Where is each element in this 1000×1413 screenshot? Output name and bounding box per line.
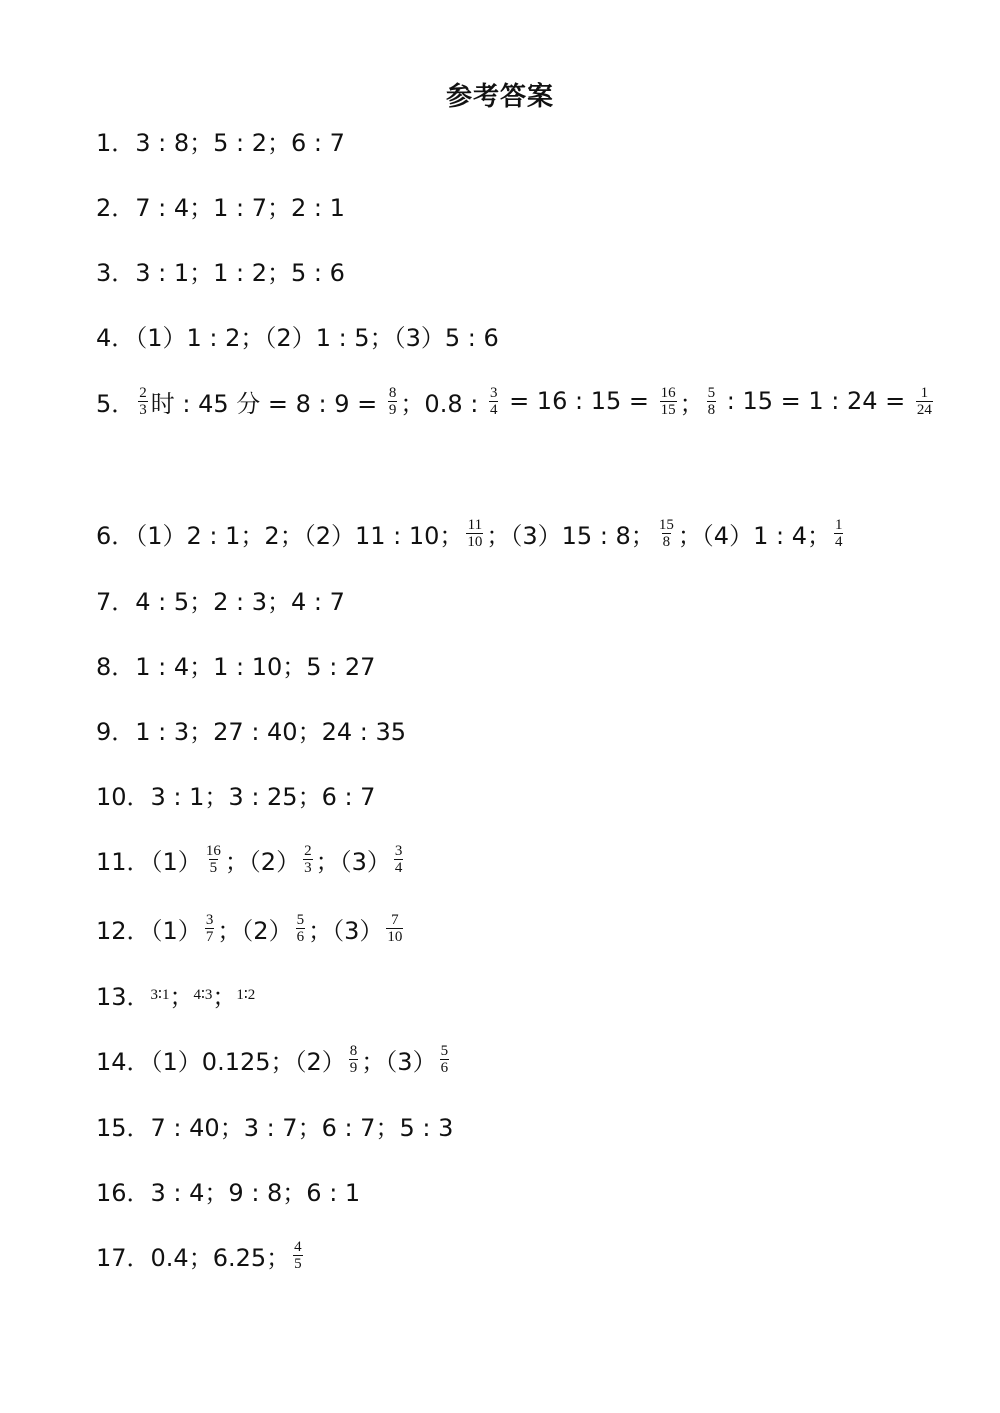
fraction [707, 385, 717, 418]
fraction-denominator: 10 [387, 928, 403, 945]
fraction-numerator: 5 [296, 911, 305, 928]
answer-text: ；（3） [308, 916, 384, 945]
answer-line-3 [96, 245, 345, 295]
answer-text: ；（2） [217, 916, 293, 945]
answer-text: 13． [96, 982, 151, 1011]
answer-line-2 [96, 180, 345, 230]
fraction [394, 843, 404, 876]
answer-line-16 [96, 1165, 360, 1215]
answer-text: 16．3 : 4；9 : 8；6 : 1 [96, 1178, 361, 1207]
fraction-denominator: 3 [139, 401, 147, 418]
answer-line-4 [96, 310, 499, 360]
answer-line-1 [96, 115, 345, 165]
fraction-denominator: 24 [916, 401, 932, 418]
fraction-denominator: 7 [205, 928, 214, 945]
page-title: 参考答案 [445, 82, 554, 112]
answer-text: 3．3 : 1；1 : 2；5 : 6 [96, 258, 345, 287]
answer-line-5 [96, 376, 936, 426]
fraction-denominator: 4 [489, 401, 498, 418]
fraction [388, 385, 398, 418]
fraction-denominator: 5 [209, 859, 218, 876]
fraction-numerator: 3 [394, 842, 403, 859]
fraction [834, 517, 844, 550]
answer-text: 时 : 45 分 = 8 : 9 = [150, 389, 385, 418]
answer-text: 2．7 : 4；1 : 7；2 : 1 [96, 193, 345, 222]
answer-text: 4．（1）1 : 2；（2）1 : 5；（3）5 : 6 [96, 323, 499, 352]
fraction-numerator: 7 [391, 911, 399, 928]
answer-line-12 [96, 903, 406, 953]
fraction [440, 1043, 450, 1076]
answer-text: ；（3）15 : 8； [486, 521, 655, 550]
fraction [660, 385, 677, 418]
fraction-numerator: 11 [467, 516, 483, 533]
fraction-numerator: 2 [139, 384, 147, 401]
fraction-denominator: 4 [394, 859, 403, 876]
answer-text: 8．1 : 4；1 : 10；5 : 27 [96, 652, 376, 681]
answer-text: 6．（1）2 : 1；2；（2）11 : 10； [96, 521, 464, 550]
answer-text: ；（4）1 : 4； [677, 521, 831, 550]
fraction-numerator: 3 [489, 384, 498, 401]
answer-line-14 [96, 1034, 452, 1084]
fraction [916, 385, 933, 418]
answer-text: 15．7 : 40；3 : 7；6 : 7；5 : 3 [96, 1113, 454, 1142]
fraction [205, 843, 222, 876]
answer-text: ； [212, 982, 237, 1011]
fraction [349, 1043, 359, 1076]
fraction-denominator: 3 [304, 859, 312, 876]
ratio-text: 3∶1 [150, 986, 170, 1003]
fraction [303, 843, 313, 876]
fraction-numerator: 16 [660, 384, 676, 401]
answer-line-7 [96, 574, 345, 624]
answer-text: 11．（1） [96, 847, 202, 876]
fraction-numerator: 1 [920, 384, 929, 401]
fraction-numerator: 16 [205, 842, 221, 859]
answer-line-17 [96, 1230, 306, 1280]
fraction-denominator: 8 [662, 533, 671, 550]
fraction-numerator: 8 [388, 384, 397, 401]
fraction [293, 1239, 303, 1272]
answer-line-9 [96, 704, 406, 754]
fraction [205, 912, 215, 945]
answer-text: 14．（1）0.125；（2） [96, 1047, 346, 1076]
fraction-denominator: 15 [660, 401, 676, 418]
answer-text: ；（3） [315, 847, 391, 876]
fraction-numerator: 4 [294, 1238, 302, 1255]
answer-text: = 16 : 15 = [501, 387, 657, 415]
fraction-denominator: 8 [707, 401, 716, 418]
answer-text: ；0.8 : [400, 389, 486, 418]
answer-line-6 [96, 508, 846, 558]
answer-text: 10．3 : 1；3 : 25；6 : 7 [96, 782, 376, 811]
fraction-numerator: 15 [658, 516, 674, 533]
fraction-denominator: 9 [349, 1059, 358, 1076]
answer-text: 5． [96, 389, 136, 418]
answer-text: 17．0.4；6.25； [96, 1243, 291, 1272]
answer-text: 9．1 : 3；27 : 40；24 : 35 [96, 717, 406, 746]
fraction-numerator: 3 [205, 911, 214, 928]
answer-text: ；（3） [361, 1047, 437, 1076]
answer-line-11 [96, 834, 406, 884]
answer-text: ； [679, 389, 704, 418]
fraction [138, 385, 148, 418]
answer-text: ；（2） [224, 847, 301, 876]
answer-line-15 [96, 1100, 453, 1150]
fraction-denominator: 6 [440, 1059, 449, 1076]
answer-text: 12．（1） [96, 916, 202, 945]
fraction-numerator: 1 [834, 516, 843, 533]
fraction [296, 912, 306, 945]
answer-line-8 [96, 639, 375, 689]
fraction [466, 517, 483, 550]
fraction-denominator: 9 [388, 401, 397, 418]
fraction-numerator: 5 [440, 1042, 449, 1059]
answer-text: 1．3 : 8；5 : 2；6 : 7 [96, 128, 345, 157]
fraction-denominator: 5 [294, 1255, 302, 1272]
answer-text: 7．4 : 5；2 : 3；4 : 7 [96, 587, 345, 616]
fraction-numerator: 2 [304, 842, 312, 859]
fraction-denominator: 10 [467, 533, 483, 550]
answer-text: ； [169, 982, 194, 1011]
answer-text: : 15 = 1 : 24 = [719, 387, 913, 415]
fraction-denominator: 4 [834, 533, 843, 550]
fraction-numerator: 5 [707, 384, 716, 401]
answer-line-10 [96, 769, 375, 819]
fraction [489, 385, 499, 418]
ratio-text: 4∶3 [193, 986, 213, 1003]
answer-line-13 [96, 969, 255, 1019]
fraction [386, 912, 403, 945]
fraction-denominator: 6 [296, 928, 305, 945]
ratio-text: 1∶2 [236, 986, 256, 1003]
fraction-numerator: 8 [349, 1042, 358, 1059]
fraction [658, 517, 675, 550]
